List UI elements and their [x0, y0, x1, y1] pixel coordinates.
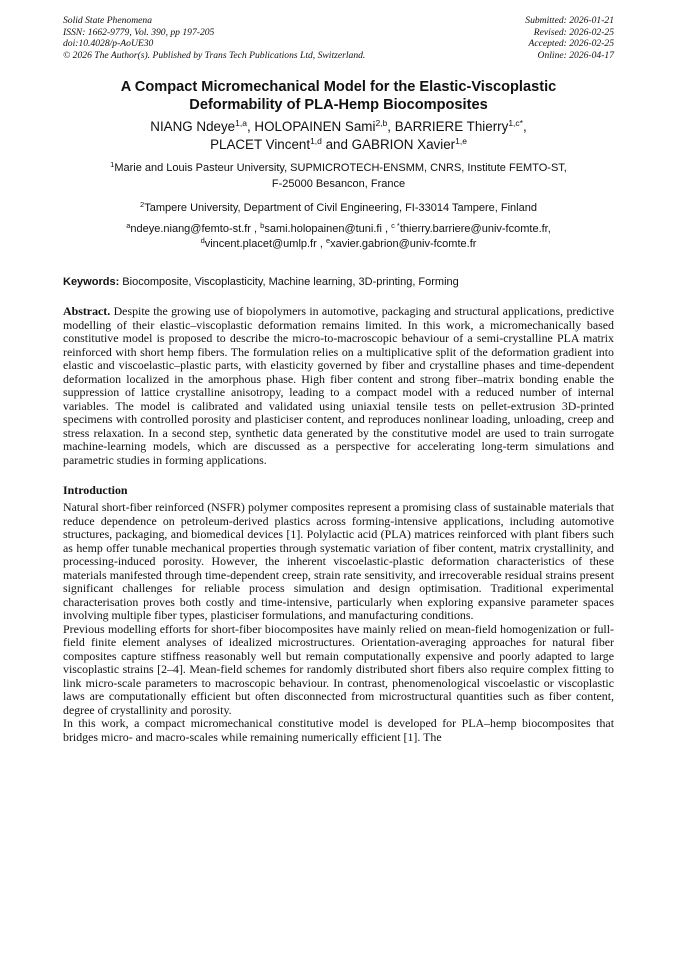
journal-issn: ISSN: 1662-9779, Vol. 390, pp 197-205: [63, 26, 215, 38]
email-link[interactable]: ndeye.niang@femto-st.fr ,: [130, 222, 261, 235]
email-sup: b: [260, 220, 265, 230]
author-affil-sup: 1,c*: [508, 117, 523, 128]
affil-text: Marie and Louis Pasteur University, SUPMICROTECH-ENSMM, CNRS, Institute FEMTO-ST,: [114, 162, 567, 175]
author-affil-sup: 2,b: [375, 117, 388, 128]
affil-text: Tampere University, Department of Civil Engineering, FI-33014 Tampere, Finland: [144, 201, 537, 214]
journal-doi: doi:10.4028/p-AoUE30: [63, 38, 154, 50]
intro-paragraph-2: Previous modelling efforts for short-fiber biocomposites have mainly relied on mean-field homogenization or full-field finite element analyses of idealized microstructures. Orientation-averaging approaches for natural fiber composites capture stiffness reasonably well but remain computationally expensive and poorly adapted to large viscoplastic strains [2–4]. Mean-field schemes for randomly distributed short fibers also require complex fitting to link micro-scale parameters to macroscopic behaviour. In contrast, phenomenological viscoelastic or viscoplastic laws are computationally efficient but often disconnected from microstructural quantities such as fiber content, degree of crystallinity and porosity.: [63, 621, 614, 717]
abstract-label: Abstract.: [63, 304, 111, 319]
affiliation-2: [63, 201, 614, 216]
date-revised: Revised: 2026-02-25: [533, 26, 614, 38]
intro-paragraph-3: In this work, a compact micromechanical constitutive model is developed for PLA–hemp biocomposites that bridges micro- and macro-scales while remaining numerically efficient [1]. The: [63, 716, 614, 744]
author-name: NIANG Ndeye: [150, 118, 236, 134]
email-link[interactable]: xavier.gabrion@univ-fcomte.fr: [330, 238, 477, 251]
publication-dates: [525, 15, 614, 61]
author-line-1: [63, 118, 614, 136]
paper-title: [63, 79, 614, 114]
title-line-2: Deformability of PLA-Hemp Biocomposites: [189, 96, 488, 113]
affil-number: 2: [140, 199, 145, 209]
journal-name: Solid State Phenomena: [63, 15, 152, 26]
author-affil-sup: 1,a: [235, 117, 247, 128]
date-submitted: Submitted: 2026-01-21: [525, 15, 614, 26]
author-separator: ,: [522, 118, 527, 134]
email-link[interactable]: sami.holopainen@tuni.fi ,: [264, 222, 392, 235]
date-online: Online: 2026-04-17: [537, 49, 614, 61]
affiliation-1: [63, 161, 614, 191]
author-affil-sup: 1,d: [310, 135, 322, 146]
author-line-2: [63, 136, 614, 154]
author-name: , HOLOPAINEN Sami: [246, 118, 376, 134]
abstract: [63, 305, 614, 467]
journal-info: [63, 15, 365, 61]
author-list: [63, 118, 614, 155]
email-sup: d: [200, 236, 205, 246]
affil-number: 1: [110, 160, 115, 170]
affil-text: F-25000 Besancon, France: [271, 177, 406, 190]
email-sup: a: [126, 220, 131, 230]
author-affil-sup: 1,e: [455, 135, 467, 146]
date-accepted: Accepted: 2026-02-25: [528, 38, 614, 50]
email-sup: c *: [391, 220, 400, 230]
author-emails: [63, 222, 614, 252]
section-heading-introduction: Introduction: [63, 483, 128, 498]
intro-paragraph-1: Natural short-fiber reinforced (NSFR) polymer composites represent a promising class of sustainable materials that reduce dependence on petroleum-derived plastics across forming-intensive applications, including automotive structures, packaging, and biomedical devices [1]. Polylactic acid (PLA) matrices reinforced with plant fibers such as hemp offer tunable mechanical properties through systematic variation of fiber content, matrix crystallinity, and processing-induced porosity. However, the inherent viscoelastic-plastic deformation characteristics of these materials manifested through time-dependent creep, strain rate sensitivity, and irrecoverable residual strains present significant challenges for reliable process simulation and design optimisation. Traditional experimental characterisation proves both costly and time-intensive, particularly when exploring expansive parameter spaces involving multiple fiber types, plasticiser formulations, and manufacturing conditions.: [63, 500, 614, 623]
keywords-label: Keywords:: [63, 276, 120, 289]
email-sup: e: [325, 236, 331, 246]
abstract-text: Despite the growing use of biopolymers in automotive, packaging and structural applications, predictive modelling of their elastic–viscoplastic deformation remains limited. In this work, a micromechanically based constitutive model is proposed to describe the micro-to-macroscopic behaviour of a semi-crystalline PLA matrix reinforced with short hemp fibers. The formulation relies on a multiplicative split of the deformation gradient into elastic and viscoelastic–plastic parts, with elasticity governed by fiber and crystalline phases and time-dependent deformation localized in the amorphous phase. High fiber content and strong fiber–matrix bonding enable the suppression of lattice crystalline anisotropy, leading to a compact model with a reduced number of internal variables. The model is calibrated and validated using uniaxial tensile tests on pellet-extrusion 3D-printed specimens with controlled porosity and plasticiser content, and reproduces nonlinear loading, unloading, creep and stress relaxation. In a second step, synthetic data generated by the constitutive model are used to train surrogate machine-learning models, which are discussed as a perspective for accelerating long-term simulations and parametric studies in forming applications.: [63, 304, 614, 467]
email-link[interactable]: thierry.barriere@univ-fcomte.fr,: [399, 222, 551, 235]
title-line-1: A Compact Micromechanical Model for the Elastic-Viscoplastic: [120, 79, 557, 96]
keywords-text: Biocomposite, Viscoplasticity, Machine learning, 3D-printing, Forming: [119, 276, 459, 289]
author-name: and GABRION Xavier: [321, 136, 456, 152]
keywords: [63, 275, 614, 290]
author-name: PLACET Vincent: [210, 136, 311, 152]
email-link[interactable]: vincent.placet@umlp.fr ,: [204, 238, 326, 251]
journal-header: [63, 0, 614, 61]
journal-copyright: © 2026 The Author(s). Published by Trans Tech Publications Ltd, Switzerland.: [63, 49, 366, 61]
author-name: , BARRIERE Thierry: [387, 118, 509, 134]
